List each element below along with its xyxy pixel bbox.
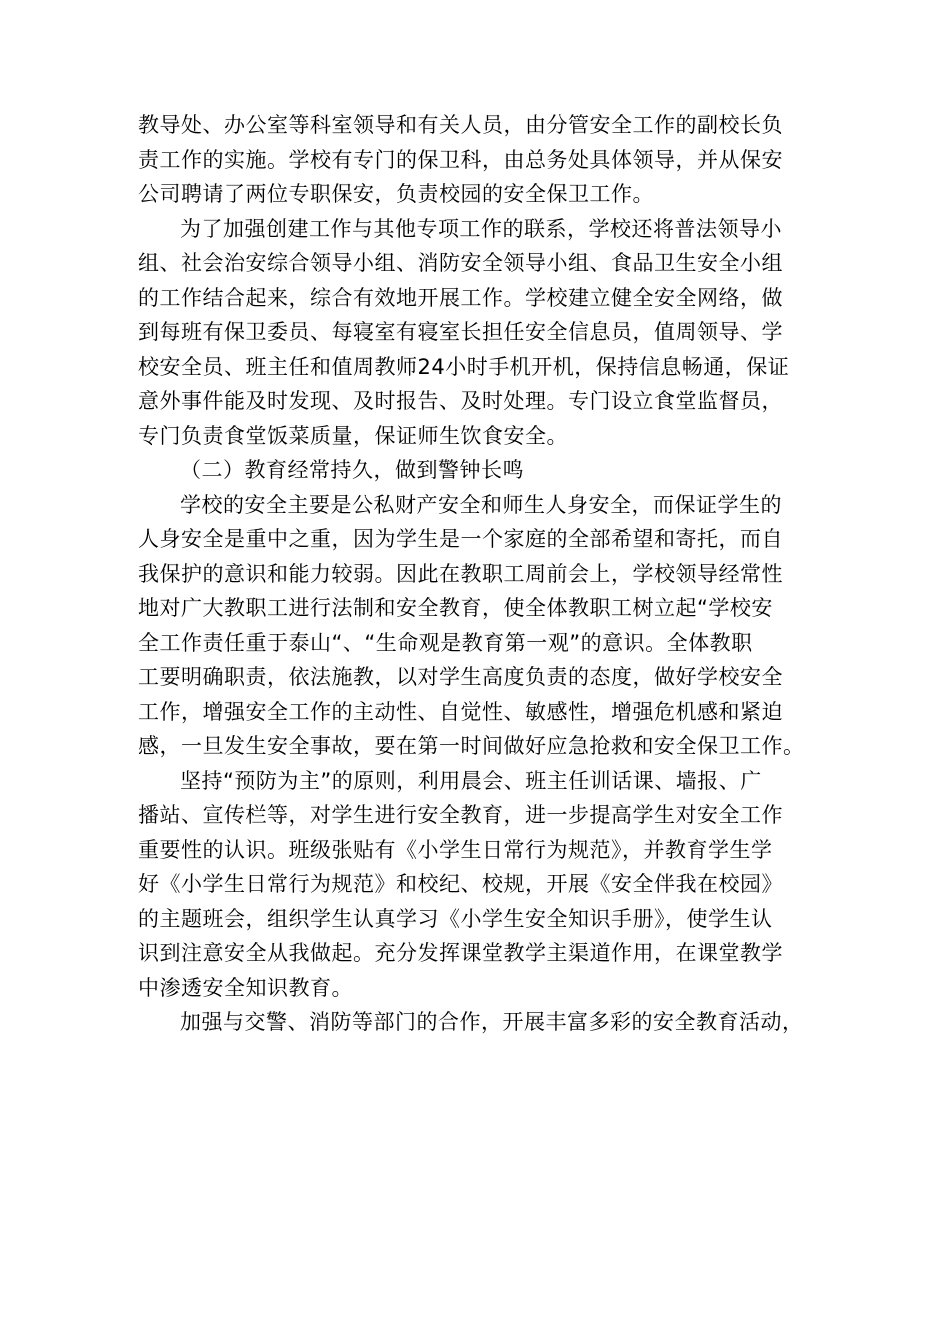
text-line: 工作，增强安全工作的主动性、自觉性、敏感性，增强危机感和紧迫 (138, 699, 783, 724)
text-line: 责工作的实施。学校有专门的保卫科，由总务处具体领导，并从保安 (138, 147, 783, 172)
text-line: 感，一旦发生安全事故，要在第一时间做好应急抢救和安全保卫工作。 (138, 734, 805, 758)
text-line: 专门负责食堂饭菜质量，保证师生饮食安全。 (138, 423, 568, 448)
text-line: 我保护的意识和能力较弱。因此在教职工周前会上，学校领导经常性 (138, 561, 783, 586)
text-line: 到每班有保卫委员、每寝室有寝室长担任安全信息员，值周领导、学 (138, 320, 783, 344)
text-line: 中渗透安全知识教育。 (138, 975, 353, 1000)
text-line: 人身安全是重中之重，因为学生是一个家庭的全部希望和寄托，而自 (138, 527, 783, 551)
section-heading (138, 453, 822, 488)
text-line: 坚持“预防为主”的原则，利用晨会、班主任训话课、墙报、广 (180, 768, 762, 793)
paragraph-safety-education (138, 488, 822, 764)
text-line: 组、社会治安综合领导小组、消防安全领导小组、食品卫生安全小组 (138, 251, 783, 275)
paragraph-coordination (138, 212, 822, 454)
text-line: 识到注意安全从我做起。充分发挥课堂教学主渠道作用，在课堂教学 (138, 941, 783, 965)
text-line: 工要明确职责，依法施教，以对学生高度负责的态度，做好学校安全 (138, 665, 783, 689)
text-line: 的主题班会，组织学生认真学习《小学生安全知识手册》，使学生认 (138, 906, 773, 931)
text-line: 意外事件能及时发现、及时报告、及时处理。专门设立食堂监督员， (138, 389, 783, 413)
text-line: 教导处、办公室等科室领导和有关人员，由分管安全工作的副校长负 (138, 113, 783, 137)
paragraph-prevention (138, 764, 822, 1006)
text-line: 的工作结合起来，综合有效地开展工作。学校建立健全安全网络，做 (138, 285, 783, 310)
text-line: 公司聘请了两位专职保安，负责校园的安全保卫工作。 (138, 182, 654, 206)
text-line: 校安全员、班主任和值周教师24小时手机开机，保持信息畅通，保证 (138, 354, 790, 379)
text-line: 重要性的认识。班级张贴有《小学生日常行为规范》，并教育学生学 (138, 837, 773, 862)
document-body (138, 108, 822, 1040)
text-line: 全工作责任重于泰山“、“生命观是教育第一观”的意识。全体教职 (138, 630, 753, 655)
paragraph-organization (138, 108, 822, 212)
text-line: 加强与交警、消防等部门的合作，开展丰富多彩的安全教育活动， (180, 1010, 804, 1034)
heading-line: （二）教育经常持久，做到警钟长鸣 (180, 458, 524, 482)
text-line: 学校的安全主要是公私财产安全和师生人身安全，而保证学生的 (180, 492, 782, 517)
paragraph-cooperation (138, 1005, 822, 1040)
text-line: 地对广大教职工进行法制和安全教育，使全体教职工树立起“学校安 (138, 596, 773, 620)
text-line: 好《小学生日常行为规范》和校纪、校规，开展《安全伴我在校园》 (138, 872, 783, 896)
text-line: 为了加强创建工作与其他专项工作的联系，学校还将普法领导小 (180, 216, 782, 241)
text-line: 播站、宣传栏等，对学生进行安全教育，进一步提高学生对安全工作 (138, 803, 783, 827)
